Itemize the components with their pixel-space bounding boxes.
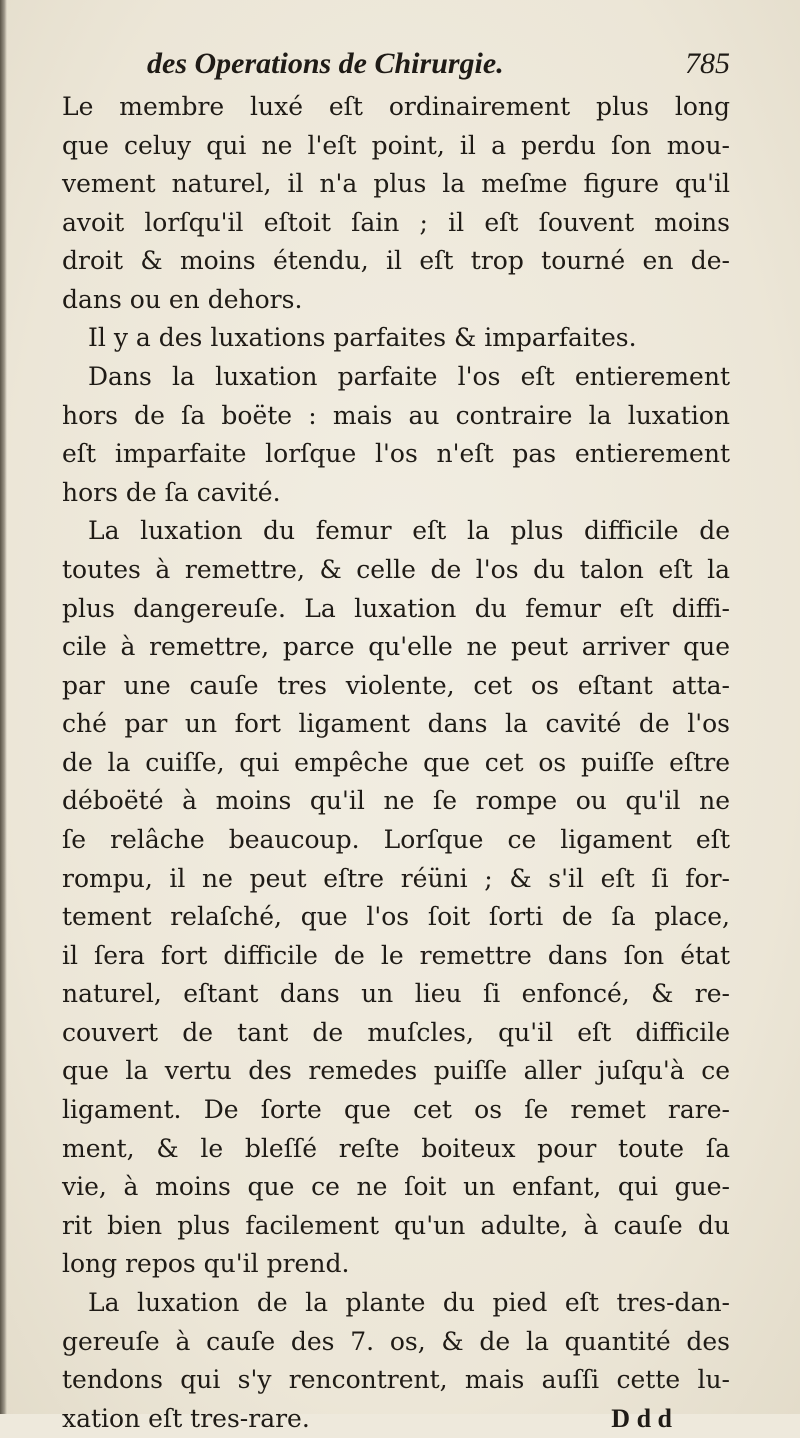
text-line: tement relaſché, que l'os ſoit ſorti de ſa place, (62, 902, 730, 932)
text-line: long repos qu'il prend. (62, 1249, 350, 1279)
text-line: que la vertu des remedes puiſſe aller juſqu'à ce (62, 1056, 730, 1086)
text-line: tendons qui s'y rencontrent, mais auſſi cette lu- (62, 1365, 730, 1395)
text-line: dans ou en dehors. (62, 284, 303, 314)
text-line: naturel, eſtant dans un lieu ſi enfoncé, & re- (62, 979, 730, 1009)
text-line: avoit lorſqu'il eſtoit ſain ; il eſt ſouvent moins (62, 207, 730, 237)
text-line: plus dangereuſe. La luxation du femur eſt diffi- (62, 593, 730, 623)
text-line: xation eſt tres-rare. (62, 1403, 310, 1433)
running-title: des Operations de Chirurgie. (147, 47, 504, 80)
text-line: vement naturel, il n'a plus la meſme figure qu'il (62, 169, 730, 199)
text-line: rit bien plus facilement qu'un adulte, à cauſe du (62, 1210, 730, 1240)
running-header (62, 42, 730, 88)
text-line: La luxation de la plante du pied eſt tres-dan- (88, 1287, 730, 1317)
text-line: ſe relâche beaucoup. Lorſque ce ligament eſt (62, 824, 730, 854)
text-line: que celuy qui ne l'eſt point, il a perdu ſon mou- (62, 130, 730, 160)
text-line: droit & moins étendu, il eſt trop tourné en de- (62, 246, 730, 276)
text-line: cile à remettre, parce qu'elle ne peut arriver que (62, 632, 730, 662)
text-line: Le membre luxé eſt ordinairement plus long (62, 92, 730, 121)
text-line: Dans la luxation parfaite l'os eſt entierement (88, 362, 730, 392)
text-line: de la cuiſſe, qui empêche que cet os puiſſe eſtre (62, 747, 730, 777)
text-line: couvert de tant de muſcles, qu'il eſt difficile (62, 1017, 730, 1047)
page-number: 785 (685, 47, 730, 80)
text-line: il ſera fort difficile de le remettre dans ſon état (62, 940, 730, 970)
text-line: hors de ſa boëte : mais au contraire la luxation (62, 400, 730, 430)
text-line: ché par un fort ligament dans la cavité de l'os (62, 709, 730, 739)
text-line: Il y a des luxations parfaites & imparfaites. (88, 323, 637, 353)
text-line: par une cauſe tres violente, cet os eſtant atta- (62, 670, 730, 700)
text-line: déboëté à moins qu'il ne ſe rompe ou qu'il ne (62, 786, 730, 816)
final-line (62, 1400, 730, 1438)
text-line: La luxation du femur eſt la plus difficile de (88, 516, 730, 546)
page-gutter-shadow (0, 0, 7, 1414)
text-line: vie, à moins que ce ne ſoit un enfant, qui gue- (62, 1172, 730, 1202)
text-line: ment, & le bleſſé reſte boiteux pour toute ſa (62, 1133, 730, 1163)
text-line: ligament. De ſorte que cet os ſe remet rare- (62, 1095, 730, 1125)
text-line: toutes à remettre, & celle de l'os du talon eſt la (62, 554, 730, 584)
text-line: gereuſe à cauſe des 7. os, & de la quantité des (62, 1326, 730, 1356)
text-line: rompu, il ne peut eſtre réüni ; & s'il eſt ſi for- (62, 863, 730, 893)
signature-mark: D d d (611, 1403, 672, 1433)
text-line: eſt imparfaite lorſque l'os n'eſt pas entierement (62, 439, 730, 469)
text-line: hors de ſa cavité. (62, 477, 281, 507)
page-text-block (62, 42, 730, 1438)
